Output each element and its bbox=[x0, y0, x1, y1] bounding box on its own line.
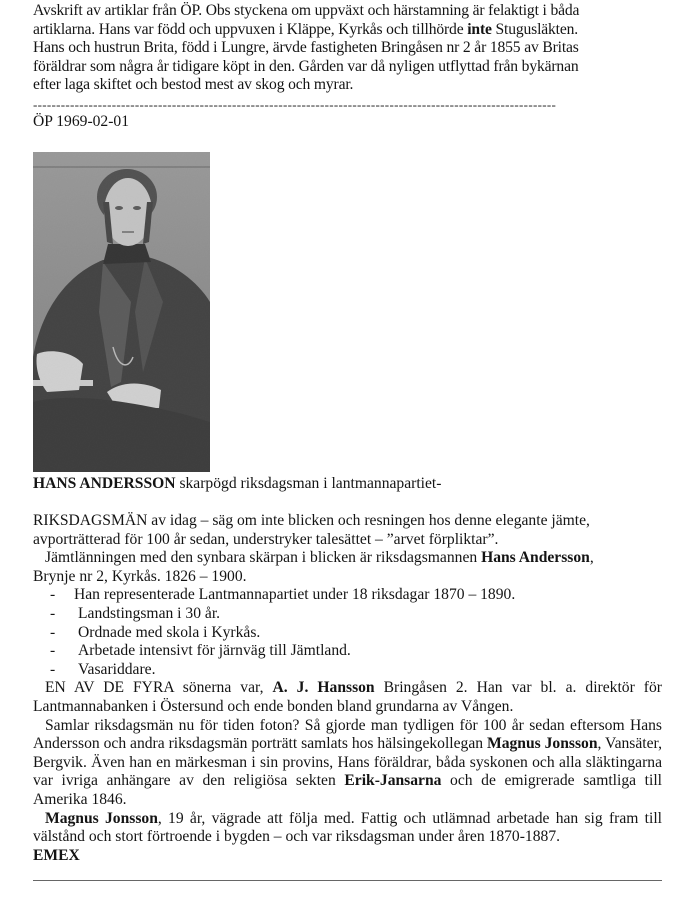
list-item bbox=[33, 661, 662, 680]
dash-bullet: - bbox=[50, 586, 56, 604]
dashed-separator: ----------------------------------------------------------------------------------------------------------------- bbox=[33, 97, 557, 112]
bottom-rule bbox=[33, 880, 662, 881]
person-name: Magnus Jonsson bbox=[45, 809, 158, 827]
article-paragraph-line: Brynje nr 2, Kyrkås. 1826 – 1900. bbox=[33, 567, 247, 585]
dash-bullet: - bbox=[50, 604, 56, 622]
sect-name: Erik-Jansarna bbox=[344, 772, 442, 790]
dash-bullet: - bbox=[50, 623, 56, 641]
paragraph-text: , 19 år, vägrade att följa med. Fattig och utlämnad arbetade han sig fram till välstånd och stort förtroende i bygden – och var riksdagsman under åren 1870-1887. bbox=[33, 809, 662, 846]
list-item-text: Arbetade intensivt för järnväg till Jämtland. bbox=[78, 642, 351, 660]
intro-line bbox=[33, 21, 663, 40]
article-body bbox=[33, 512, 662, 865]
paragraph-text: EN AV DE FYRA sönerna var, bbox=[45, 679, 273, 697]
article-paragraph bbox=[33, 679, 662, 716]
person-name: A. J. Hansson bbox=[272, 679, 375, 697]
intro-note bbox=[33, 2, 663, 95]
paragraph-punct: , bbox=[589, 549, 594, 567]
list-item-text: Landstingsman i 30 år. bbox=[78, 604, 221, 622]
list-item-text: Ordnade med skola i Kyrkås. bbox=[78, 623, 261, 641]
intro-line: föräldrar som några år tidigare köpt in den. Gården var då nyligen utflyttad från bykärnan bbox=[33, 57, 579, 75]
article-paragraph bbox=[33, 549, 662, 568]
article-paragraph bbox=[33, 810, 662, 847]
article-paragraph bbox=[33, 717, 662, 810]
paragraph-text: , Vansäter, Bergvik. Även han en märkesman i sin provins, Hans föräldrar, båda syskonen och alla släktingarna var ivriga anhängare av den religiösa sekten bbox=[33, 735, 662, 790]
article-lead-line: avporträtterad för 100 år sedan, understryker talesättet – ”arvet förpliktar”. bbox=[33, 530, 499, 548]
intro-line: efter laga skiftet och bestod mest av skog och myrar. bbox=[33, 76, 354, 94]
list-item bbox=[33, 605, 662, 624]
list-item-text: Han representerade Lantmannapartiet under 18 riksdagar 1870 – 1890. bbox=[74, 586, 516, 604]
intro-line: Hans och hustrun Brita, född i Lungre, ärvde fastigheten Bringåsen nr 2 år 1855 av Britas bbox=[33, 39, 579, 57]
article-lead-line: RIKSDAGSMÄN av idag – säg om inte blicken och resningen hos denne elegante jämte, bbox=[33, 512, 590, 529]
signature bbox=[33, 847, 662, 866]
achievements-list bbox=[33, 586, 662, 679]
caption-name: HANS ANDERSSON bbox=[33, 475, 176, 492]
person-name: Magnus Jonsson bbox=[486, 735, 598, 753]
intro-line: Avskrift av artiklar från ÖP. Obs styckena om uppväxt och härstamning är felaktigt i båda bbox=[33, 2, 580, 19]
signature-text: EMEX bbox=[33, 846, 80, 864]
photo-caption bbox=[33, 475, 441, 493]
list-item-text: Vasariddare. bbox=[78, 660, 156, 678]
paragraph-text: Bringåsen 2. Han var bl. a. direktör för Lantmannabanken i Östersund och ende bonden bland grundarna av Vången. bbox=[33, 679, 662, 715]
list-item bbox=[33, 624, 662, 643]
paragraph-text: Jämtlänningen med den synbara skärpan i blicken är riksdagsmannen bbox=[45, 549, 482, 567]
person-name: Hans Andersson bbox=[481, 549, 590, 567]
portrait-photo bbox=[33, 152, 210, 472]
paragraph-text: och de emigrerade samtliga till Amerika 1846. bbox=[33, 772, 662, 808]
paragraph-text: Samlar riksdagsmän nu för tiden foton? Så gjorde man tydligen för 100 år sedan eftersom Hans Andersson och andra riksdagsmän porträtt samlats hos hälsingekollegan bbox=[33, 716, 662, 753]
intro-emphasis: inte bbox=[467, 20, 492, 38]
intro-line-text: artiklarna. Hans var född och uppvuxen i Kläppe, Kyrkås och tillhörde bbox=[33, 20, 468, 38]
list-item bbox=[33, 642, 662, 661]
list-item bbox=[33, 586, 662, 605]
dash-bullet: - bbox=[50, 642, 56, 660]
caption-text: skarpögd riksdagsman i lantmannapartiet- bbox=[175, 475, 442, 492]
intro-line-tail: Stugusläkten. bbox=[491, 20, 579, 38]
portrait-image bbox=[33, 152, 210, 472]
dash-bullet: - bbox=[50, 660, 56, 678]
publication-date: ÖP 1969-02-01 bbox=[33, 113, 130, 130]
